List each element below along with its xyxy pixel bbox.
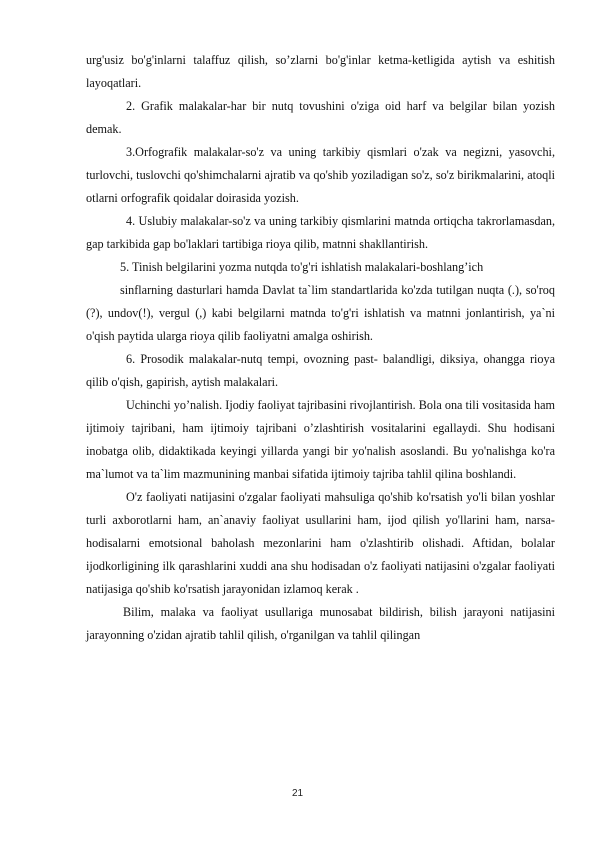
paragraph-activity-results: O'z faoliyati natijasini o'zgalar faoliyati mahsuliga qo'shib ko'rsatish yo'li bilan yoshlar turli axborotlarni ham, an`anaviy faoliyat usullarini ham, ijod qilish yo'llarini ham, narsa-hodisalarni emotsional baholash mezonlarini ham o'zlashtirib olishadi. Aftidan, bolalar ijodkorligining ilk qarashlarini xuddi ana shu hodisadan o'z faoliyati natijasini o'zgalar faoliyati natijasiga qo'shib ko'rsatish jarayonidan izlamoq kerak . xyxy=(86,490,555,596)
paragraph-articulation-continuation: urg'usiz bo'g'inlarni talaffuz qilish, so’zlarni bo'g'inlar ketma-ketligida aytish va eshitish layoqatlari. xyxy=(86,53,555,90)
paragraph-graphic-skills: 2. Grafik malakalar-har bir nutq tovushini o'ziga oid harf va belgilar bilan yozish demak. xyxy=(86,99,555,136)
paragraph-punctuation-skills: 5. Tinish belgilarini yozma nutqda to'g'ri ishlatish malakalari-boshlang’ich xyxy=(120,260,484,274)
document-page xyxy=(86,49,555,647)
paragraph-prosodic-skills: 6. Prosodik malakalar-nutq tempi, ovozning past- balandligi, diksiya, ohangga rioya qilib o'qish, gapirish, aytish malakalari. xyxy=(86,352,555,389)
page-number: 21 xyxy=(291,788,304,799)
paragraph-third-direction: Uchinchi yo’nalish. Ijodiy faoliyat tajribasini rivojlantirish. Bola ona tili vositasida ham ijtimoiy tajribani, ham ijtimoiy tajribani o’zlashtirish vositalarini egallaydi. Shu hodisani inobatga olib, didaktikada keyingi yillarda yangi bir yo'nalish asoslandi. Bu yo'nalishga ko'ra ma`lumot va ta`lim mazmunining manbai sifatida ijtimoiy tajriba tahlil qilina boshlandi. xyxy=(86,398,555,481)
paragraph-stylistic-skills: 4. Uslubiy malakalar-so'z va uning tarkibiy qismlarini matnda ortiqcha takrorlamasdan, gap tarkibida gap bo'laklari tartibiga rioya qilib, matnni shakllantirish. xyxy=(86,214,555,251)
paragraph-orthographic-skills: 3.Orfografik malakalar-so'z va uning tarkibiy qismlari o'zak va negizni, yasovchi, turlovchi, tuslovchi qo'shimchalarni ajratib va qo'shib yoziladigan so'z, so'z birikmalarini, atoqli otlarni orfografik qoidalar doirasida yozish. xyxy=(86,145,555,205)
paragraph-punctuation-continuation: sinflarning dasturlari hamda Davlat ta`lim standartlarida ko'zda tutilgan nuqta (.), so'roq (?), undov(!), vergul (,) kabi belgilarni matnda to'g'ri ishlatish va matnni jonlantirish, ya`ni o'qish paytida ularga rioya qilib faoliyatni amalga oshirish. xyxy=(86,283,555,343)
paragraph-knowledge-attitude: Bilim, malaka va faoliyat usullariga munosabat bildirish, bilish jarayoni natijasini jarayonning o'zidan ajratib tahlil qilish, o'rganilgan va tahlil qilingan xyxy=(86,605,555,642)
